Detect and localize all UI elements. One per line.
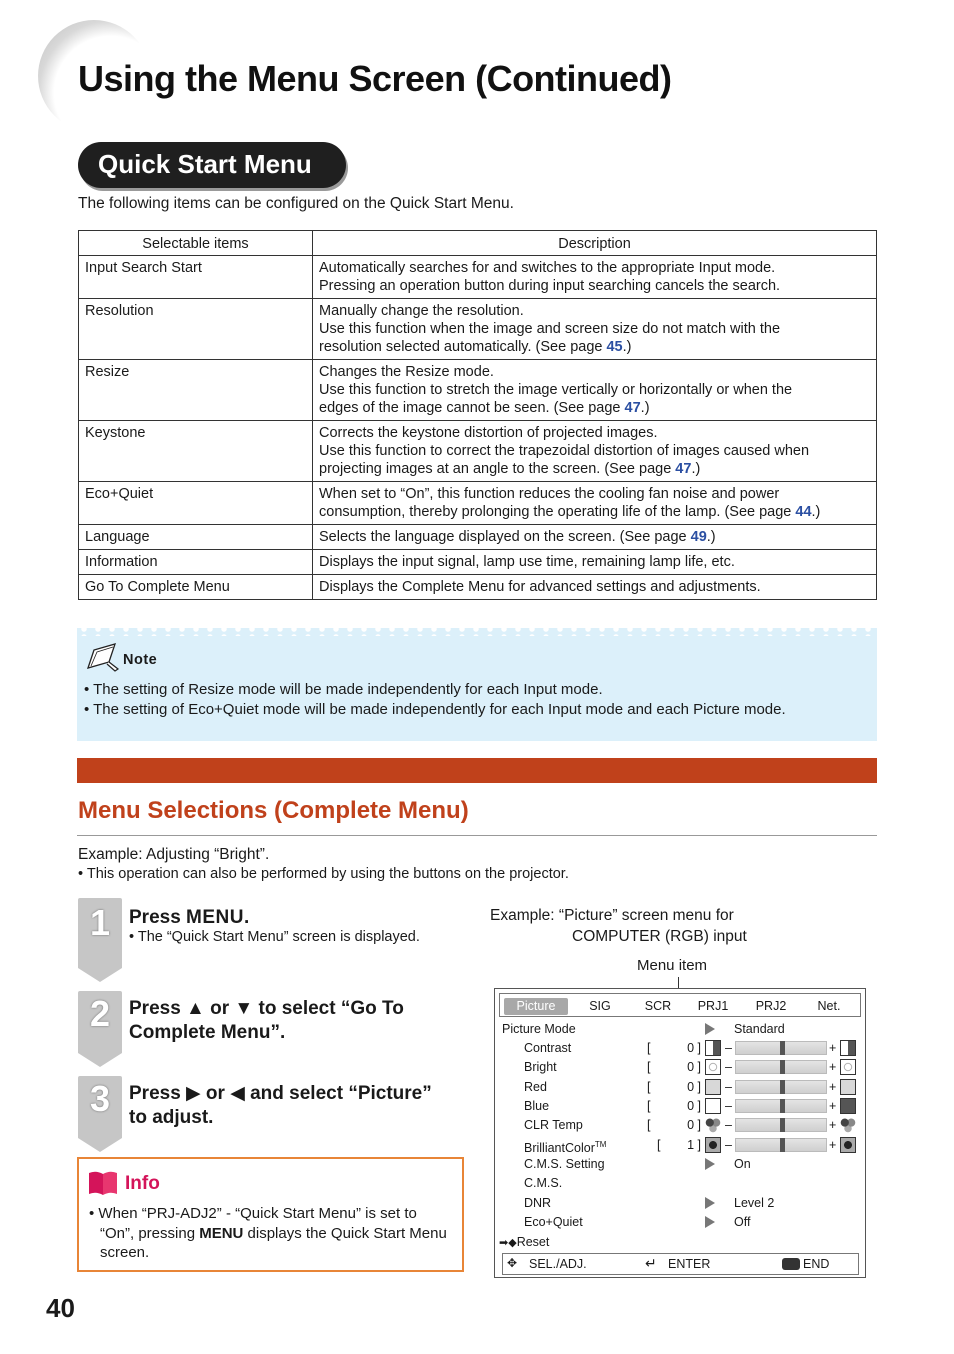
info-label: Info xyxy=(125,1173,160,1194)
adjust-value: 0 ] xyxy=(687,1060,701,1075)
menu-row-brilliantcolor[interactable]: BrilliantColor™ xyxy=(524,1139,607,1155)
description-line: resolution selected automatically. (See page 45.) xyxy=(319,339,632,355)
description-line: Changes the Resize mode. xyxy=(319,364,494,380)
adjust-value: 0 ] xyxy=(687,1041,701,1055)
table-cell-item: Resolution xyxy=(79,299,313,360)
menu-row-bright[interactable]: Bright xyxy=(524,1060,557,1075)
menu-selections-heading: Menu Selections (Complete Menu) xyxy=(78,797,469,824)
description-line: Manually change the resolution. xyxy=(319,303,524,319)
menu-row-contrast[interactable]: Contrast xyxy=(524,1041,572,1055)
table-cell-item: Information xyxy=(79,550,313,575)
example-screen-caption-line2: COMPUTER (RGB) input xyxy=(572,928,747,945)
tab-sig[interactable]: SIG xyxy=(589,999,611,1013)
color-temp-icon xyxy=(705,1117,721,1133)
step-2-title: Press ▲ or ▼ to select “Go To Complete Menu”. xyxy=(129,998,404,1043)
table-header-row xyxy=(79,231,877,256)
menu-footer xyxy=(502,1253,859,1275)
color-temp-icon xyxy=(840,1117,856,1133)
page-title: Using the Menu Screen (Continued) xyxy=(78,58,672,99)
tab-scr[interactable]: SCR xyxy=(644,999,672,1013)
quick-start-intro: The following items can be configured on the Quick Start Menu. xyxy=(78,195,514,212)
table-cell-item: Go To Complete Menu xyxy=(79,575,313,600)
tab-prj1[interactable]: PRJ1 xyxy=(697,999,729,1013)
description-line: Pressing an operation button during input searching cancels the search. xyxy=(319,278,781,294)
slider-knob[interactable] xyxy=(780,1099,785,1113)
table-body xyxy=(79,256,877,600)
blue-icon xyxy=(705,1098,721,1114)
note-label: Note xyxy=(123,652,158,668)
table-row xyxy=(79,421,877,482)
table-cell-description xyxy=(313,421,877,482)
red-icon xyxy=(705,1079,721,1095)
description-line: Automatically searches for and switches to the appropriate Input mode. xyxy=(319,260,776,276)
table-cell-description xyxy=(313,575,877,600)
page-reference: 49 xyxy=(690,529,707,545)
example-note: • This operation can also be performed by using the buttons on the projector. xyxy=(78,866,569,882)
adjust-value: 0 ] xyxy=(687,1098,701,1113)
table-row xyxy=(79,525,877,550)
table-cell-item: Input Search Start xyxy=(79,256,313,299)
quick-start-heading-pill xyxy=(78,142,346,188)
menu-tab-bar xyxy=(499,993,861,1017)
note-box xyxy=(77,628,877,741)
contrast-icon xyxy=(840,1040,856,1056)
step-1-title: Press MENU. xyxy=(129,907,250,928)
menu-key-label: MENU xyxy=(199,1224,244,1242)
table-row xyxy=(79,575,877,600)
table-cell-description xyxy=(313,482,877,525)
setting-value: Off xyxy=(734,1214,751,1229)
end-button-icon xyxy=(782,1258,800,1270)
step-3-title: Press ▶ or ◀ and select “Picture” to adjust. xyxy=(129,1083,432,1128)
book-icon xyxy=(88,1170,118,1196)
description-line: projecting images at an angle to the screen. (See page 47.) xyxy=(319,461,701,477)
select-adjust-icon: ✥ xyxy=(507,1256,518,1270)
adjust-slider[interactable] xyxy=(735,1080,827,1094)
description-line: Use this function to stretch the image vertically or horizontally or when the xyxy=(319,382,793,398)
table-cell-description xyxy=(313,525,877,550)
quick-start-items-table xyxy=(78,230,877,600)
adjust-value: 0 ] xyxy=(687,1118,701,1133)
setting-value: Level 2 xyxy=(734,1195,775,1210)
menu-row-ecoquiet[interactable]: Eco+Quiet xyxy=(524,1214,583,1229)
setting-value: On xyxy=(734,1157,751,1171)
brilliantcolor-icon xyxy=(840,1137,856,1153)
slider-knob[interactable] xyxy=(780,1041,785,1055)
tab-prj2[interactable]: PRJ2 xyxy=(755,999,787,1013)
step-number-tab: 3 xyxy=(78,1076,122,1152)
tab-picture[interactable]: Picture xyxy=(504,998,568,1015)
menu-row-red[interactable]: Red xyxy=(524,1079,547,1094)
note-pencil-icon xyxy=(85,642,121,672)
table-cell-item: Keystone xyxy=(79,421,313,482)
table-cell-description xyxy=(313,360,877,421)
description-line: Displays the Complete Menu for advanced settings and adjustments. xyxy=(319,579,761,595)
note-item: • The setting of Resize mode will be made independently for each Input mode. xyxy=(84,681,603,698)
menu-row-cms[interactable]: C.M.S. xyxy=(524,1176,563,1191)
table-header-description: Description xyxy=(313,231,877,256)
submenu-arrow-icon xyxy=(705,1158,715,1170)
page-reference: 44 xyxy=(795,504,812,520)
slider-knob[interactable] xyxy=(780,1118,785,1132)
red-icon xyxy=(840,1079,856,1095)
note-item: • The setting of Eco+Quiet mode will be made independently for each Input mode and each Picture mode. xyxy=(84,700,786,718)
table-row xyxy=(79,550,877,575)
note-list xyxy=(84,680,844,719)
menu-item-callout: Menu item xyxy=(637,957,708,974)
heading-rule xyxy=(77,835,877,836)
adjust-slider[interactable] xyxy=(735,1041,827,1055)
description-line: Displays the input signal, lamp use time, remaining lamp life, etc. xyxy=(319,554,735,570)
page-reference: 45 xyxy=(606,339,623,355)
slider-knob[interactable] xyxy=(780,1080,785,1094)
brightness-icon xyxy=(705,1059,721,1075)
example-screen-caption: Example: “Picture” screen menu for xyxy=(490,907,734,924)
step-number-tab: 1 xyxy=(78,898,122,982)
table-row xyxy=(79,482,877,525)
submenu-arrow-icon xyxy=(705,1023,715,1035)
table-header-items: Selectable items xyxy=(79,231,313,256)
submenu-arrow-icon xyxy=(705,1216,715,1228)
table-row xyxy=(79,256,877,299)
info-box xyxy=(77,1157,464,1272)
tab-net[interactable]: Net. xyxy=(817,999,841,1013)
slider-knob[interactable] xyxy=(780,1060,785,1074)
description-line: Corrects the keystone distortion of projected images. xyxy=(319,425,658,441)
contrast-icon xyxy=(705,1040,721,1056)
slider-knob[interactable] xyxy=(780,1138,785,1152)
adjust-slider[interactable] xyxy=(735,1099,827,1113)
adjust-value: 1 ] xyxy=(687,1137,701,1152)
table-cell-item: Resize xyxy=(79,360,313,421)
adjust-slider[interactable] xyxy=(735,1138,827,1152)
description-line: Use this function when the image and screen size do not match with the xyxy=(319,321,781,337)
description-line: Use this function to correct the trapezoidal distortion of images caused when xyxy=(319,443,810,459)
table-cell-item: Language xyxy=(79,525,313,550)
table-cell-description xyxy=(313,550,877,575)
section-divider-bar xyxy=(77,758,877,783)
table-row xyxy=(79,360,877,421)
adjust-slider[interactable] xyxy=(735,1060,827,1074)
table-cell-description xyxy=(313,299,877,360)
table-cell-item: Eco+Quiet xyxy=(79,482,313,525)
note-dots-decoration xyxy=(77,628,877,636)
page-reference: 47 xyxy=(624,400,641,416)
description-line: edges of the image cannot be seen. (See page 47.) xyxy=(319,400,650,416)
brilliantcolor-icon xyxy=(705,1137,721,1153)
blue-icon xyxy=(840,1098,856,1114)
info-text: • When “PRJ-ADJ2” - “Quick Start Menu” is set to “On”, pressing MENU displays the Quick Start Menu screen. xyxy=(89,1205,447,1261)
page-number: 40 xyxy=(46,1293,75,1323)
adjust-value: 0 ] xyxy=(687,1079,701,1094)
example-text: Example: Adjusting “Bright”. xyxy=(78,846,270,863)
page-reference: 47 xyxy=(675,461,692,477)
picture-menu-screen: Picture SIG SCR PRJ1 PRJ2 Net. Picture Mode Standard Contrast [ 0 ] – + Bright [ 0 ] – + Red [ 0 ] – + Blue [ 0 ] – + CLR Temp [ 0 ] – + BrilliantColor™ [ 1 ] – + C.M.S. Setting On C.M.S. DNR Level 2 Eco+Quiet Off ➡◆Reset ✥ SEL./ADJ. ↵ ENTER END xyxy=(494,988,866,1278)
enter-icon: ↵ xyxy=(645,1255,657,1271)
menu-row-dnr[interactable]: DNR xyxy=(524,1195,552,1210)
picture-mode-value: Standard xyxy=(734,1022,785,1036)
description-line: consumption, thereby prolonging the operating life of the lamp. (See page 44.) xyxy=(319,504,821,520)
footer-enter-label: ENTER xyxy=(668,1257,711,1271)
table-row xyxy=(79,299,877,360)
submenu-arrow-icon xyxy=(705,1197,715,1209)
step-1-sub: • The “Quick Start Menu” screen is displayed. xyxy=(129,929,420,945)
description-line: When set to “On”, this function reduces the cooling fan noise and power xyxy=(319,486,780,502)
footer-select-label: SEL./ADJ. xyxy=(529,1257,587,1271)
table-cell-description xyxy=(313,256,877,299)
brightness-icon xyxy=(840,1059,856,1075)
menu-key-label: MENU xyxy=(186,907,244,928)
reset-row: ➡◆Reset xyxy=(499,1235,550,1249)
menu-row-blue[interactable]: Blue xyxy=(524,1098,550,1113)
description-line: Selects the language displayed on the screen. (See page 49.) xyxy=(319,529,716,545)
adjust-slider[interactable] xyxy=(735,1118,827,1132)
quick-start-heading: Quick Start Menu xyxy=(98,149,312,179)
step-number-tab: 2 xyxy=(78,991,122,1067)
reset-arrows-icon: ➡◆ xyxy=(499,1237,517,1249)
picture-mode-label: Picture Mode xyxy=(502,1022,576,1036)
menu-row-clrtemp[interactable]: CLR Temp xyxy=(524,1118,583,1133)
menu-row-cmssetting[interactable]: C.M.S. Setting xyxy=(524,1157,605,1171)
footer-end-label: END xyxy=(803,1257,830,1271)
